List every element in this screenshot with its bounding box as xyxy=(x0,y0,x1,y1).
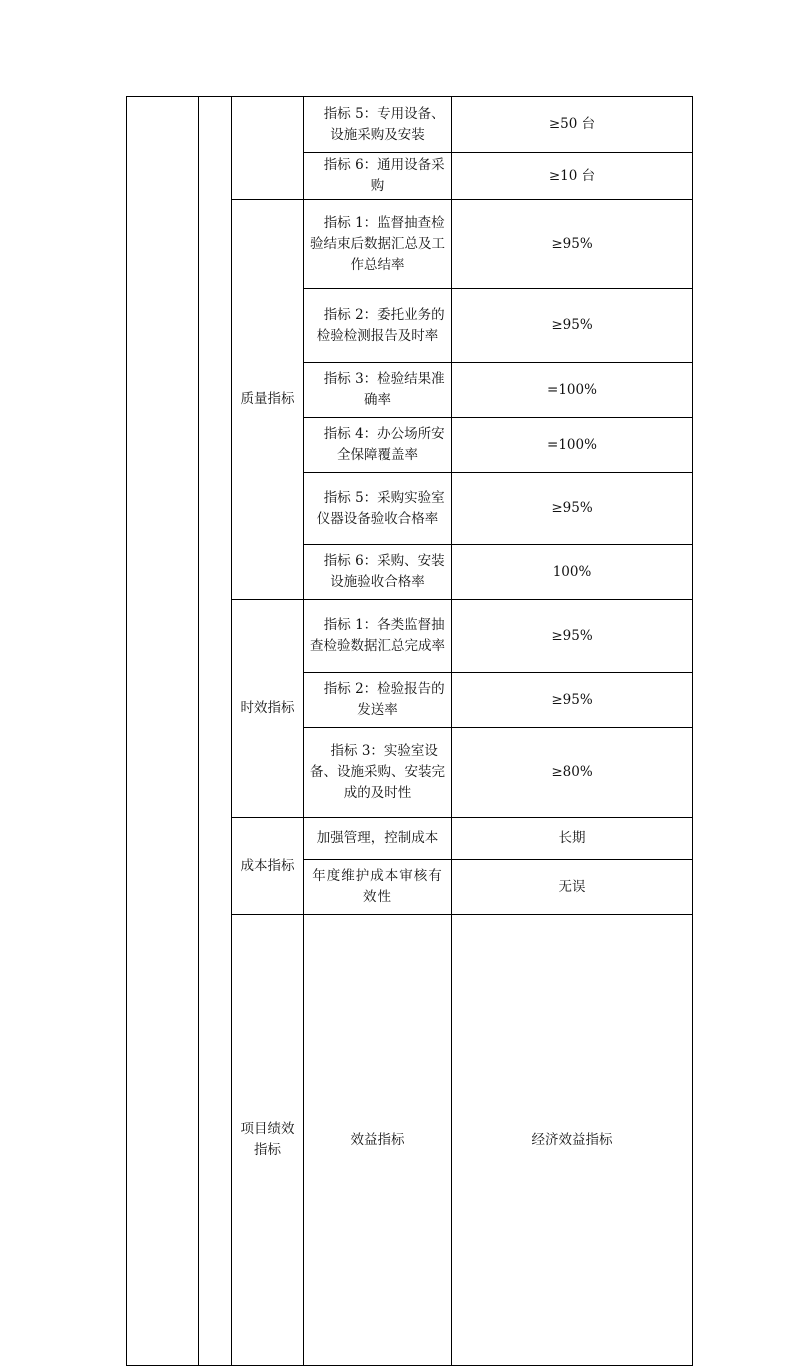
indicator-name: 指标 3：检验结果准确率 xyxy=(304,363,452,418)
indicator-value: ≥95% xyxy=(452,289,693,363)
indicator-value: 长期 xyxy=(452,818,693,860)
category-cost: 成本指标 xyxy=(232,818,304,915)
indicator-name: 指标 5：专用设备、设施采购及安装 xyxy=(304,97,452,153)
level2-benefit: 效益指标 xyxy=(304,915,452,1366)
indicator-value: =100% xyxy=(452,418,693,473)
indicator-name: 加强管理，控制成本 xyxy=(304,818,452,860)
indicator-value: 无误 xyxy=(452,860,693,915)
indicator-value: ≥95% xyxy=(452,200,693,289)
indicator-value: ≥95% xyxy=(452,473,693,545)
indicator-name: 指标 3：实验室设备、设施采购、安装完成的及时性 xyxy=(304,728,452,818)
indicator-name: 指标 5：采购实验室仪器设备验收合格率 xyxy=(304,473,452,545)
indicator-name: 指标 6：采购、安装设施验收合格率 xyxy=(304,545,452,600)
indicator-name: 指标 4：办公场所安全保障覆盖率 xyxy=(304,418,452,473)
indicator-name: 年度维护成本审核有效性 xyxy=(304,860,452,915)
indicator-value: ≥95% xyxy=(452,600,693,673)
indicator-value: =100% xyxy=(452,363,693,418)
category-quality: 质量指标 xyxy=(232,200,304,600)
indicator-name: 指标 6：通用设备采购 xyxy=(304,153,452,200)
indicator-name: 指标 2：委托业务的检验检测报告及时率 xyxy=(304,289,452,363)
indicator-value: ≥95% xyxy=(452,673,693,728)
empty-cell xyxy=(199,97,232,1366)
indicator-name: 指标 2：检验报告的发送率 xyxy=(304,673,452,728)
indicator-name: 指标 1：各类监督抽查检验数据汇总完成率 xyxy=(304,600,452,673)
empty-cell xyxy=(127,97,199,1366)
performance-indicator-table xyxy=(126,96,693,1366)
table-row xyxy=(127,97,693,153)
indicator-value: ≥80% xyxy=(452,728,693,818)
indicator-value: ≥50 台 xyxy=(452,97,693,153)
indicator-value: 100% xyxy=(452,545,693,600)
category-timeliness: 时效指标 xyxy=(232,600,304,818)
empty-cell xyxy=(232,97,304,200)
level1-project-performance: 项目绩效指标 xyxy=(232,915,304,1366)
indicator-name: 指标 1：监督抽查检验结束后数据汇总及工作总结率 xyxy=(304,200,452,289)
category-economic: 经济效益指标 xyxy=(452,915,693,1366)
indicator-value: ≥10 台 xyxy=(452,153,693,200)
